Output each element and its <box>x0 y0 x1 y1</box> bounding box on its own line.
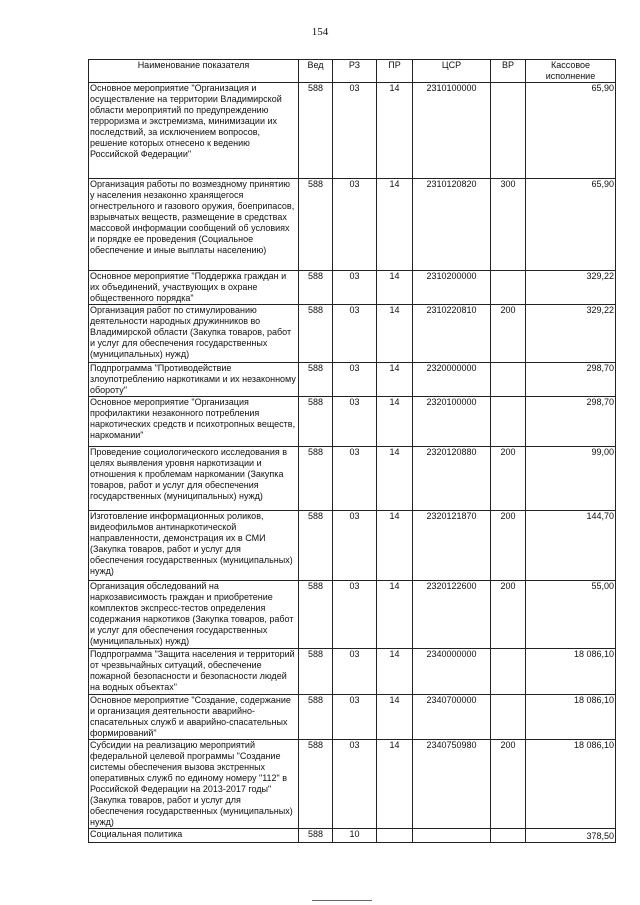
row-pr: 14 <box>377 581 413 649</box>
row-name: Организация работы по возмездному принятию у населения незаконно хранящегося огнестрельного и газового оружия, боеприпасов, взрывчатых веществ, размещение в средствах массовой информации сообщений об условиях и порядке ее проведения (Социальное обеспечение и иные выплаты населению) <box>89 179 299 271</box>
row-csr: 2320121870 <box>413 511 491 581</box>
row-name: Основное мероприятие "Поддержка граждан и их объединений, участвующих в охране общественного порядка" <box>89 271 299 305</box>
row-rz: 03 <box>333 740 377 829</box>
row-rz: 03 <box>333 649 377 695</box>
row-name: Изготовление информационных роликов, видеофильмов антинаркотической направленности, демонстрация их в СМИ (Закупка товаров, работ и услуг для обеспечения государственных (муниципальных) нужд) <box>89 511 299 581</box>
row-amount: 144,70 <box>526 511 616 581</box>
header-csr: ЦСР <box>413 60 491 83</box>
row-vr: 200 <box>491 581 526 649</box>
row-pr: 14 <box>377 83 413 179</box>
table-row <box>89 511 616 581</box>
row-name: Основное мероприятие "Создание, содержание и организация деятельности аварийно-спасательных служб и аварийно-спасательных формирований" <box>89 695 299 740</box>
row-vr: 200 <box>491 447 526 511</box>
row-rz: 03 <box>333 695 377 740</box>
row-pr: 14 <box>377 511 413 581</box>
row-name: Проведение социологического исследования в целях выявления уровня наркотизации и отношения к проблемам наркомании (Закупка товаров, работ и услуг для обеспечения государственных (муниципальных) нужд) <box>89 447 299 511</box>
row-amount: 298,70 <box>526 397 616 447</box>
table-row <box>89 179 616 271</box>
row-name: Субсидии на реализацию мероприятий федеральной целевой программы "Создание системы обеспечения вызова экстренных оперативных служб по единому номеру "112" в Российской Федерации на 2013-2017 годы" (Закупка товаров, работ и услуг для обеспечения государственных (муниципальных) нужд) <box>89 740 299 829</box>
row-pr: 14 <box>377 271 413 305</box>
row-amount: 18 086,10 <box>526 740 616 829</box>
row-vr <box>491 83 526 179</box>
row-pr: 14 <box>377 740 413 829</box>
row-ved: 588 <box>299 83 333 179</box>
row-vr: 200 <box>491 511 526 581</box>
row-vr <box>491 829 526 843</box>
row-pr: 14 <box>377 447 413 511</box>
row-vr <box>491 695 526 740</box>
row-amount: 329,22 <box>526 305 616 363</box>
row-pr <box>377 829 413 843</box>
row-vr: 200 <box>491 305 526 363</box>
row-csr: 2340000000 <box>413 649 491 695</box>
row-ved: 588 <box>299 179 333 271</box>
row-ved: 588 <box>299 305 333 363</box>
row-vr: 300 <box>491 179 526 271</box>
table-row <box>89 829 616 843</box>
footer-line <box>312 900 372 901</box>
row-csr: 2340750980 <box>413 740 491 829</box>
row-ved: 588 <box>299 829 333 843</box>
table-row <box>89 740 616 829</box>
row-ved: 588 <box>299 581 333 649</box>
row-amount: 298,70 <box>526 363 616 397</box>
header-ved: Вед <box>299 60 333 83</box>
row-amount: 378,50 <box>526 829 616 843</box>
row-csr: 2310200000 <box>413 271 491 305</box>
row-csr: 2320100000 <box>413 397 491 447</box>
row-csr: 2310100000 <box>413 83 491 179</box>
table-row <box>89 305 616 363</box>
table-body <box>89 83 616 843</box>
row-rz: 03 <box>333 179 377 271</box>
row-name: Основное мероприятие "Организация профилактики незаконного потребления наркотических средств и психотропных веществ, наркомании" <box>89 397 299 447</box>
row-pr: 14 <box>377 179 413 271</box>
row-pr: 14 <box>377 397 413 447</box>
row-ved: 588 <box>299 511 333 581</box>
row-csr: 2320122600 <box>413 581 491 649</box>
table-row <box>89 397 616 447</box>
row-rz: 03 <box>333 447 377 511</box>
row-name: Организация обследований на наркозависимость граждан и приобретение комплектов экспресс-тестов определения содержания наркотиков (Закупка товаров, работ и услуг для обеспечения государственных (муниципальных) нужд) <box>89 581 299 649</box>
row-vr: 200 <box>491 740 526 829</box>
table-row <box>89 447 616 511</box>
row-rz: 03 <box>333 305 377 363</box>
header-name: Наименование показателя <box>89 60 299 83</box>
row-csr: 2320000000 <box>413 363 491 397</box>
row-pr: 14 <box>377 363 413 397</box>
row-csr <box>413 829 491 843</box>
header-rz: РЗ <box>333 60 377 83</box>
row-csr: 2310220810 <box>413 305 491 363</box>
row-ved: 588 <box>299 695 333 740</box>
row-pr: 14 <box>377 649 413 695</box>
row-name: Подпрограмма "Противодействие злоупотреблению наркотиками и их незаконному обороту" <box>89 363 299 397</box>
row-amount: 99,00 <box>526 447 616 511</box>
row-ved: 588 <box>299 397 333 447</box>
table-row <box>89 581 616 649</box>
header-pr: ПР <box>377 60 413 83</box>
row-vr <box>491 271 526 305</box>
row-rz: 03 <box>333 581 377 649</box>
row-pr: 14 <box>377 695 413 740</box>
row-csr: 2320120880 <box>413 447 491 511</box>
table-row <box>89 363 616 397</box>
row-csr: 2310120820 <box>413 179 491 271</box>
row-vr <box>491 397 526 447</box>
table-row <box>89 649 616 695</box>
row-rz: 03 <box>333 363 377 397</box>
row-amount: 65,90 <box>526 83 616 179</box>
row-rz: 03 <box>333 83 377 179</box>
row-amount: 18 086,10 <box>526 649 616 695</box>
page-number: 154 <box>311 26 329 38</box>
row-vr <box>491 649 526 695</box>
table-row <box>89 83 616 179</box>
row-pr: 14 <box>377 305 413 363</box>
row-csr: 2340700000 <box>413 695 491 740</box>
row-name: Социальная политика <box>89 829 299 843</box>
row-rz: 10 <box>333 829 377 843</box>
row-ved: 588 <box>299 649 333 695</box>
row-name: Основное мероприятие "Организация и осуществление на территории Владимирской области мероприятий по предупреждению терроризма и экстремизма, минимизации их последствий, за исключением вопросов, решение которых отнесено к ведению Российской Федерации" <box>89 83 299 179</box>
row-vr <box>491 363 526 397</box>
table-header-row <box>89 60 616 83</box>
row-amount: 329,22 <box>526 271 616 305</box>
row-rz: 03 <box>333 511 377 581</box>
table-row <box>89 271 616 305</box>
row-name: Подпрограмма "Защита населения и территорий от чрезвычайных ситуаций, обеспечение пожарной безопасности и безопасности людей на водных объектах" <box>89 649 299 695</box>
row-ved: 588 <box>299 740 333 829</box>
row-amount: 18 086,10 <box>526 695 616 740</box>
row-amount: 55,00 <box>526 581 616 649</box>
table-row <box>89 695 616 740</box>
budget-table <box>88 59 616 843</box>
row-ved: 588 <box>299 447 333 511</box>
row-rz: 03 <box>333 397 377 447</box>
row-name: Организация работ по стимулированию деятельности народных дружинников во Владимирской области (Закупка товаров, работ и услуг для обеспечения государственных (муниципальных) нужд) <box>89 305 299 363</box>
header-vr: ВР <box>491 60 526 83</box>
row-amount: 65,90 <box>526 179 616 271</box>
row-ved: 588 <box>299 271 333 305</box>
header-amount: Кассовое исполнение <box>526 60 616 83</box>
row-rz: 03 <box>333 271 377 305</box>
row-ved: 588 <box>299 363 333 397</box>
